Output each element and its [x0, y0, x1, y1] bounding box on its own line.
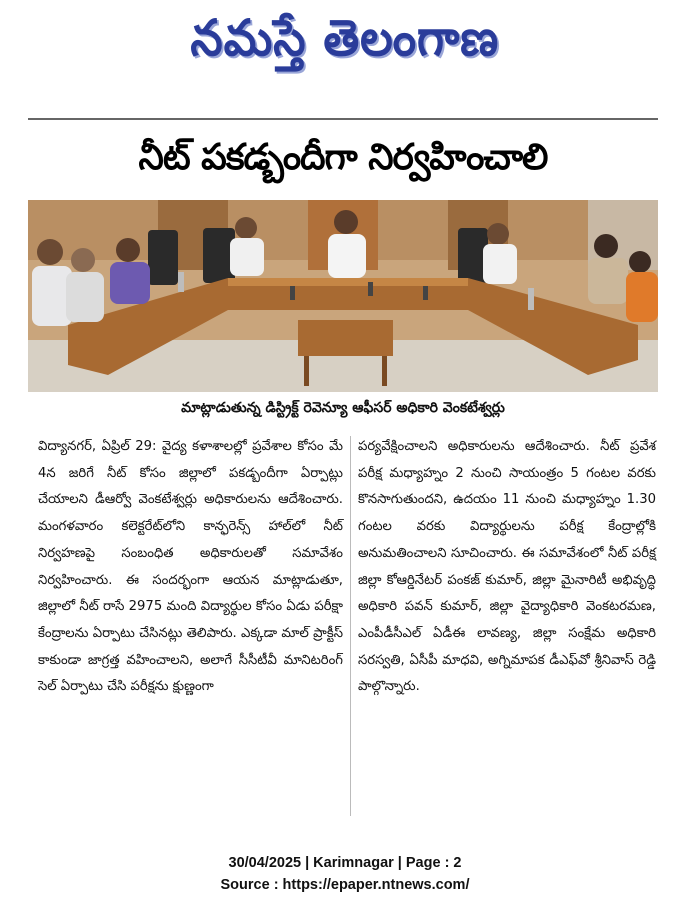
masthead-title: నమస్తే తెలంగాణ: [190, 8, 500, 67]
article-body-right: పర్యవేక్షించాలని అధికారులను ఆదేశించారు. నీట్ ప్రవేశ పరీక్ష మధ్యాహ్నం 2 నుంచి సాయంత్రం 5 గంటల వరకు కొనసాగుతుందని, ఉదయం 11 నుంచి మధ్యాహ్నం 1.30 గంటల వరకు విద్యార్థులను పరీక్ష కేంద్రాల్లోకి అనుమతించాలని సూచించారు. ఈ సమావేశంలో నీట్ పరీక్ష జిల్లా కోఆర్డినేటర్ పంకజ్ కుమార్, జిల్లా మైనారిటీ అభివృద్ధి అధికారి పవన్ కుమార్, జిల్లా వైద్యాధికారి వెంకటరమణ, ఎంపీడీసీఎల్ ఏడీఈ లావణ్య, జిల్లా సంక్షేమ అధికారి సరస్వతి, ఏసీపీ మాధవి, అగ్నిమాపక డీఎఫ్‌వో శ్రీనివాస్ రెడ్డి పాల్గొన్నారు.: [358, 439, 656, 695]
top-rule: [28, 118, 658, 120]
source-line: Source : https://epaper.ntnews.com/: [220, 877, 470, 893]
article-column-left: [38, 434, 343, 701]
article-clipping: [28, 118, 658, 823]
page-footer: [0, 852, 690, 896]
meeting-photo: [28, 200, 658, 392]
column-divider: [350, 436, 351, 816]
article-body-left: విద్యానగర్, ఏప్రిల్ 29: వైద్య కళాశాలల్లో ప్రవేశాల కోసం మే 4న జరిగే నీట్ కోసం జిల్లాలో పకడ్బందీగా ఏర్పాట్లు చేయాలని డీఆర్వో వెంకటేశ్వర్లు అధికారులను ఆదేశించారు. మంగళవారం కలెక్టరేట్‌లోని కాన్ఫరెన్స్ హాల్‌లో నీట్ నిర్వహణపై సంబంధిత అధికారులతో సమావేశం నిర్వహించారు. ఈ సందర్భంగా ఆయన మాట్లాడుతూ, జిల్లాలో నీట్ రాసే 2975 మంది విద్యార్థుల కోసం ఏడు పరీక్షా కేంద్రాలను ఏర్పాటు చేసినట్లు తెలిపారు. ఎక్కడా మాల్ ప్రాక్టీస్ కాకుండా జాగ్రత్త వహించాలని, అలాగే సీసీటీవీ మానిటరింగ్ సెల్ ఏర్పాటు చేసి పరీక్షను క్షుణ్ణంగా: [38, 439, 343, 695]
article-headline: నీట్ పకడ్బందీగా నిర్వహించాలి: [138, 137, 548, 178]
article-column-right: [358, 434, 656, 701]
edition-line: 30/04/2025 | Karimnagar | Page : 2: [228, 855, 462, 871]
masthead-logo: [0, 4, 690, 76]
photo-caption: మాట్లాడుతున్న డిస్ట్రిక్ట్ రెవెన్యూ ఆఫీసర్ అధికారి వెంకటేశ్వర్లు: [181, 400, 505, 416]
